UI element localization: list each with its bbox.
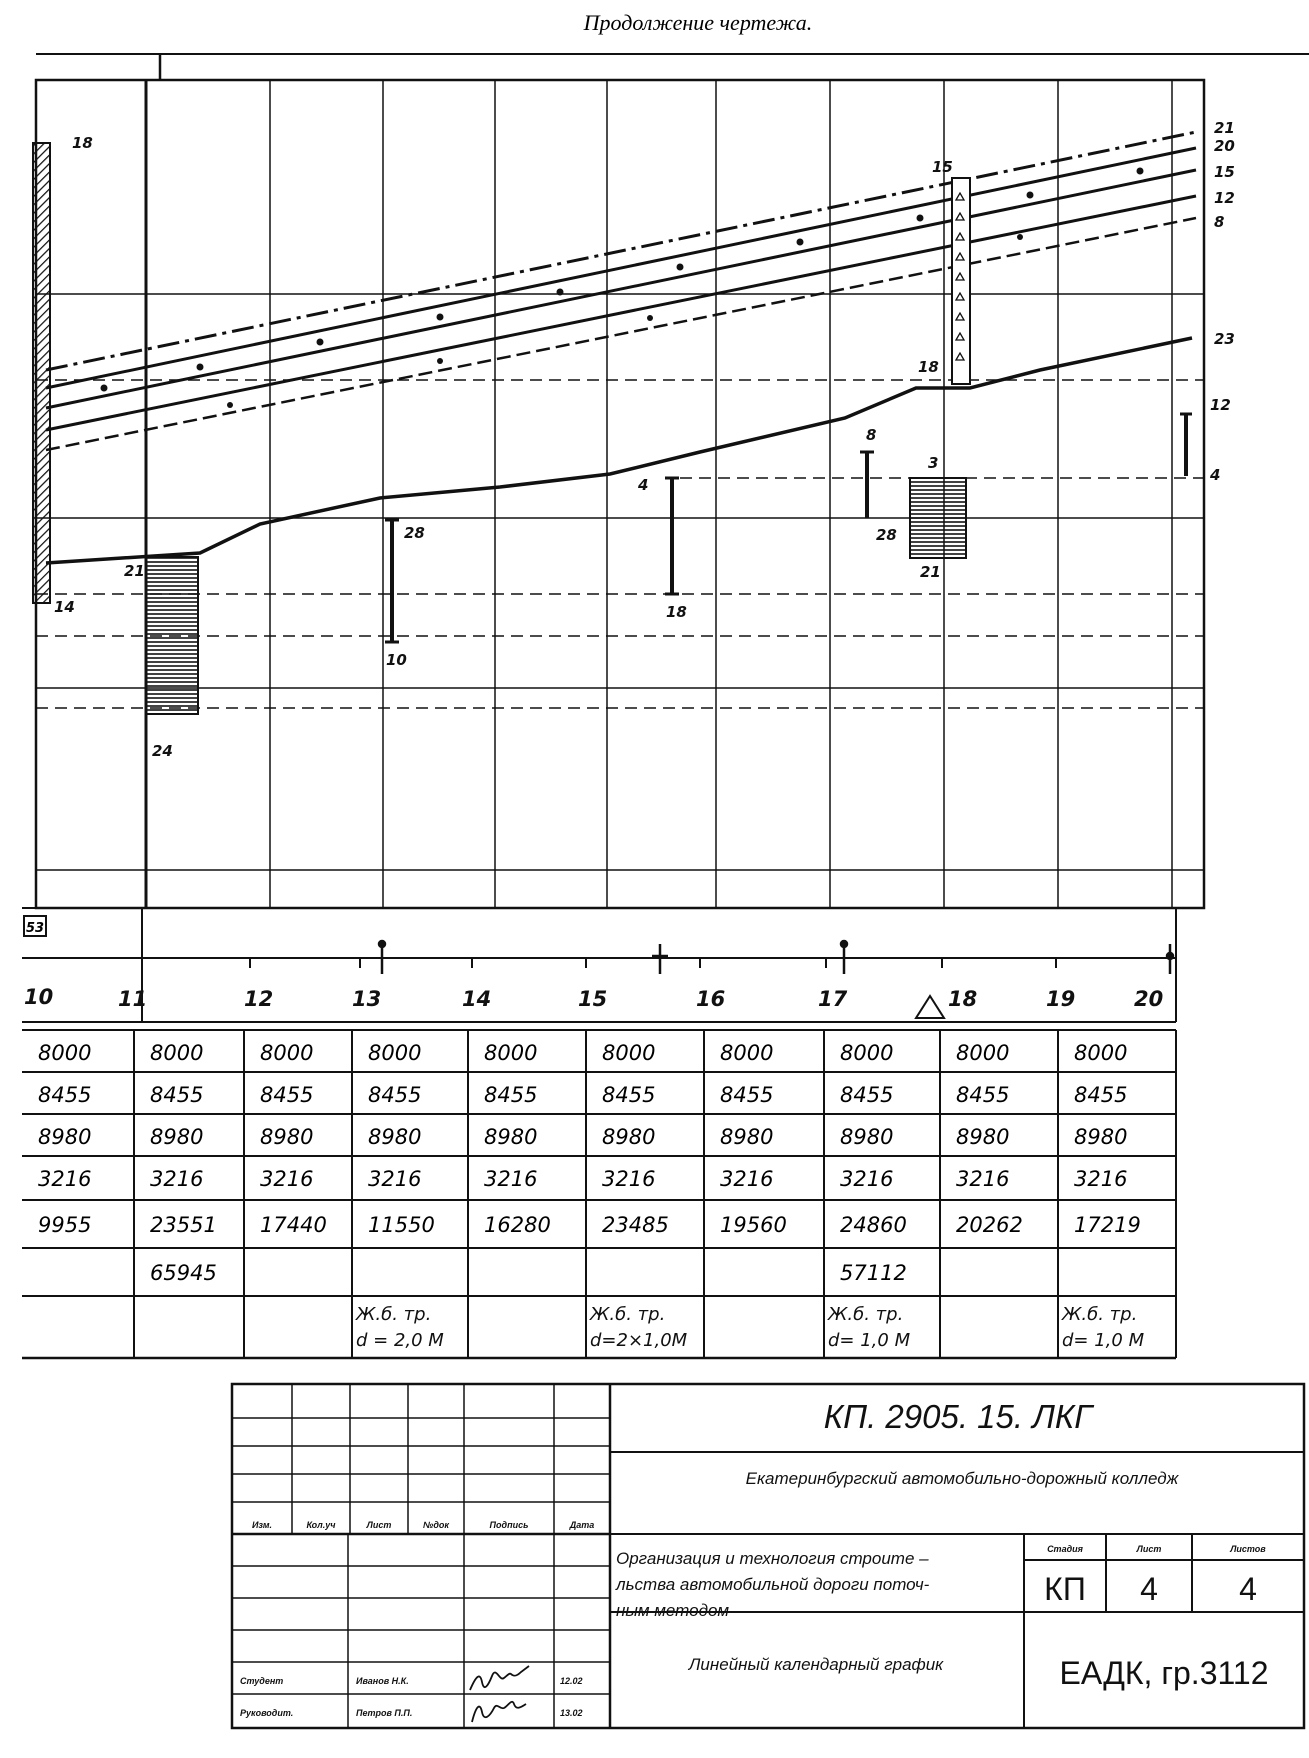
stage-label: Стадия — [1047, 1544, 1083, 1554]
name-supervisor: Петров П.П. — [356, 1708, 413, 1718]
role-supervisor: Руководит. — [240, 1708, 294, 1718]
mark-label: 8 — [866, 426, 877, 444]
table-cell: 3216 — [368, 1167, 422, 1191]
axis-box-label: 53 — [26, 921, 45, 936]
table-cell: 11550 — [368, 1213, 435, 1237]
culvert-note: d=2×1,0М — [590, 1330, 688, 1351]
right-label: 12 — [1214, 189, 1235, 207]
table-cell: 17440 — [260, 1213, 327, 1237]
table-cell: 8000 — [602, 1041, 656, 1065]
table-cell: 65945 — [150, 1261, 217, 1285]
km-label: 17 — [818, 987, 848, 1011]
table-cell: 8980 — [956, 1125, 1010, 1149]
table-cell: 8980 — [1074, 1125, 1128, 1149]
km-label: 20 — [1134, 987, 1164, 1011]
right-label: 21 — [1214, 119, 1235, 137]
table-cell: 3216 — [484, 1167, 538, 1191]
role-student: Студент — [240, 1676, 284, 1686]
table-cell: 3216 — [720, 1167, 774, 1191]
table-cell: 8980 — [368, 1125, 422, 1149]
km-label: 18 — [948, 987, 978, 1011]
km-label: 12 — [244, 987, 274, 1011]
right-label: 4 — [1210, 466, 1221, 484]
table-cell: 8000 — [840, 1041, 894, 1065]
sheets-label: Листов — [1230, 1544, 1266, 1554]
table-cell: 3216 — [150, 1167, 204, 1191]
table-cell: 9955 — [38, 1213, 92, 1237]
table-cell: 16280 — [484, 1213, 551, 1237]
km-label: 14 — [462, 987, 492, 1011]
km-label: 11 — [118, 987, 148, 1011]
table-cell: 8000 — [1074, 1041, 1128, 1065]
right-label: 15 — [1214, 163, 1235, 181]
stamp-header: №док — [423, 1520, 449, 1530]
stamp-header: Лист — [366, 1520, 392, 1530]
km-label: 15 — [578, 987, 608, 1011]
table-cell: 8980 — [484, 1125, 538, 1149]
left-label-bottom: 14 — [54, 598, 75, 616]
table-cell: 24860 — [840, 1213, 907, 1237]
mark-label: 24 — [152, 742, 173, 760]
sheet-label: Лист — [1136, 1544, 1162, 1554]
table-cell: 8455 — [720, 1083, 774, 1107]
signature-supervisor — [472, 1702, 526, 1722]
culvert-note: Ж.б. тр. — [356, 1304, 432, 1325]
culvert-note: Ж.б. тр. — [590, 1304, 666, 1325]
table-cell: 57112 — [840, 1261, 907, 1285]
table-cell: 20262 — [956, 1213, 1023, 1237]
left-label-top: 18 — [72, 134, 93, 152]
culvert-note: d= 1,0 М — [1062, 1330, 1145, 1351]
culvert-note: Ж.б. тр. — [1062, 1304, 1138, 1325]
mark-label: 18 — [666, 603, 687, 621]
mark-label: 18 — [918, 358, 939, 376]
stamp-header: Дата — [569, 1520, 595, 1530]
table-cell: 8455 — [368, 1083, 422, 1107]
group-value: ЕАДК, гр.3112 — [1059, 1655, 1269, 1691]
stage-value: КП — [1044, 1571, 1086, 1607]
table-cell: 8980 — [840, 1125, 894, 1149]
college-name: Екатеринбургский автомобильно-дорожный колледж — [745, 1469, 1179, 1488]
table-cell: 23551 — [150, 1213, 217, 1237]
title-line-2: льства автомобильной дороги поточ- — [616, 1575, 930, 1594]
table-cell: 8980 — [260, 1125, 314, 1149]
stamp-header: Изм. — [251, 1520, 273, 1530]
table-cell: 8000 — [150, 1041, 204, 1065]
km-label: 19 — [1046, 987, 1076, 1011]
mark-label: 21 — [920, 563, 941, 581]
km-labels — [24, 985, 1163, 1011]
right-label: 23 — [1214, 330, 1235, 348]
triangle-column — [952, 178, 970, 384]
km-label: 13 — [352, 987, 382, 1011]
table-cell: 8000 — [260, 1041, 314, 1065]
km-label: 16 — [696, 987, 726, 1011]
table-cell: 23485 — [602, 1213, 669, 1237]
bar-markers — [385, 414, 1192, 642]
title-line-3: ным методом — [616, 1601, 730, 1620]
mark-label: 21 — [124, 562, 145, 580]
flow-lines — [46, 132, 1196, 563]
caption: Продолжение чертежа. — [583, 10, 813, 35]
table-cell: 8980 — [602, 1125, 656, 1149]
triangle-survey-icon — [916, 996, 944, 1018]
table-cell: 3216 — [260, 1167, 314, 1191]
drawing-code: КП. 2905. 15. ЛКГ — [823, 1398, 1093, 1435]
stamp-header: Кол.уч — [306, 1520, 336, 1530]
table-cell: 8455 — [484, 1083, 538, 1107]
table-cell: 3216 — [1074, 1167, 1128, 1191]
table-cell: 3216 — [956, 1167, 1010, 1191]
table-cell: 8455 — [956, 1083, 1010, 1107]
table-cell: 8455 — [602, 1083, 656, 1107]
hatched-block-bridge-2 — [910, 478, 966, 558]
culvert-notes — [355, 1304, 1145, 1351]
date-student: 12.02 — [560, 1676, 583, 1686]
mark-label: 10 — [386, 651, 407, 669]
name-student: Иванов Н.К. — [356, 1676, 409, 1686]
km-label: 10 — [24, 985, 54, 1009]
table-cell: 8455 — [840, 1083, 894, 1107]
table-cell: 8455 — [38, 1083, 92, 1107]
mark-label: 15 — [932, 158, 953, 176]
table-cell: 3216 — [38, 1167, 92, 1191]
culvert-note: d= 1,0 М — [828, 1330, 911, 1351]
hatched-block-bridge-1 — [146, 557, 198, 714]
table-cell: 8000 — [720, 1041, 774, 1065]
table-cell: 3216 — [602, 1167, 656, 1191]
table-cell: 8980 — [720, 1125, 774, 1149]
table-cell: 8000 — [38, 1041, 92, 1065]
culvert-note: d = 2,0 М — [356, 1330, 444, 1351]
table-cell: 8455 — [150, 1083, 204, 1107]
mark-label: 3 — [928, 454, 939, 472]
table-cell: 8000 — [484, 1041, 538, 1065]
table-cell: 8455 — [1074, 1083, 1128, 1107]
table-cell: 3216 — [840, 1167, 894, 1191]
table-cell: 8000 — [956, 1041, 1010, 1065]
right-label: 20 — [1214, 137, 1235, 155]
sheet-name: Линейный календарный график — [688, 1655, 944, 1674]
mark-label: 4 — [638, 476, 649, 494]
culvert-note: Ж.б. тр. — [828, 1304, 904, 1325]
stamp-header: Подпись — [489, 1520, 529, 1530]
table-cell: 17219 — [1074, 1213, 1141, 1237]
signature-student — [470, 1666, 529, 1690]
sheets-value: 4 — [1239, 1571, 1257, 1607]
hatched-column-left — [33, 143, 50, 603]
table-cell: 8000 — [368, 1041, 422, 1065]
right-label: 8 — [1214, 213, 1225, 231]
sheet-value: 4 — [1140, 1571, 1158, 1607]
table-cell: 19560 — [720, 1213, 787, 1237]
mark-label: 28 — [404, 524, 425, 542]
date-supervisor: 13.02 — [560, 1708, 583, 1718]
table-cell: 8980 — [150, 1125, 204, 1149]
right-label: 12 — [1210, 396, 1231, 414]
table-cell: 8455 — [260, 1083, 314, 1107]
table-cell: 8980 — [38, 1125, 92, 1149]
mark-label: 28 — [876, 526, 897, 544]
title-line-1: Организация и технология строите – — [616, 1549, 929, 1568]
